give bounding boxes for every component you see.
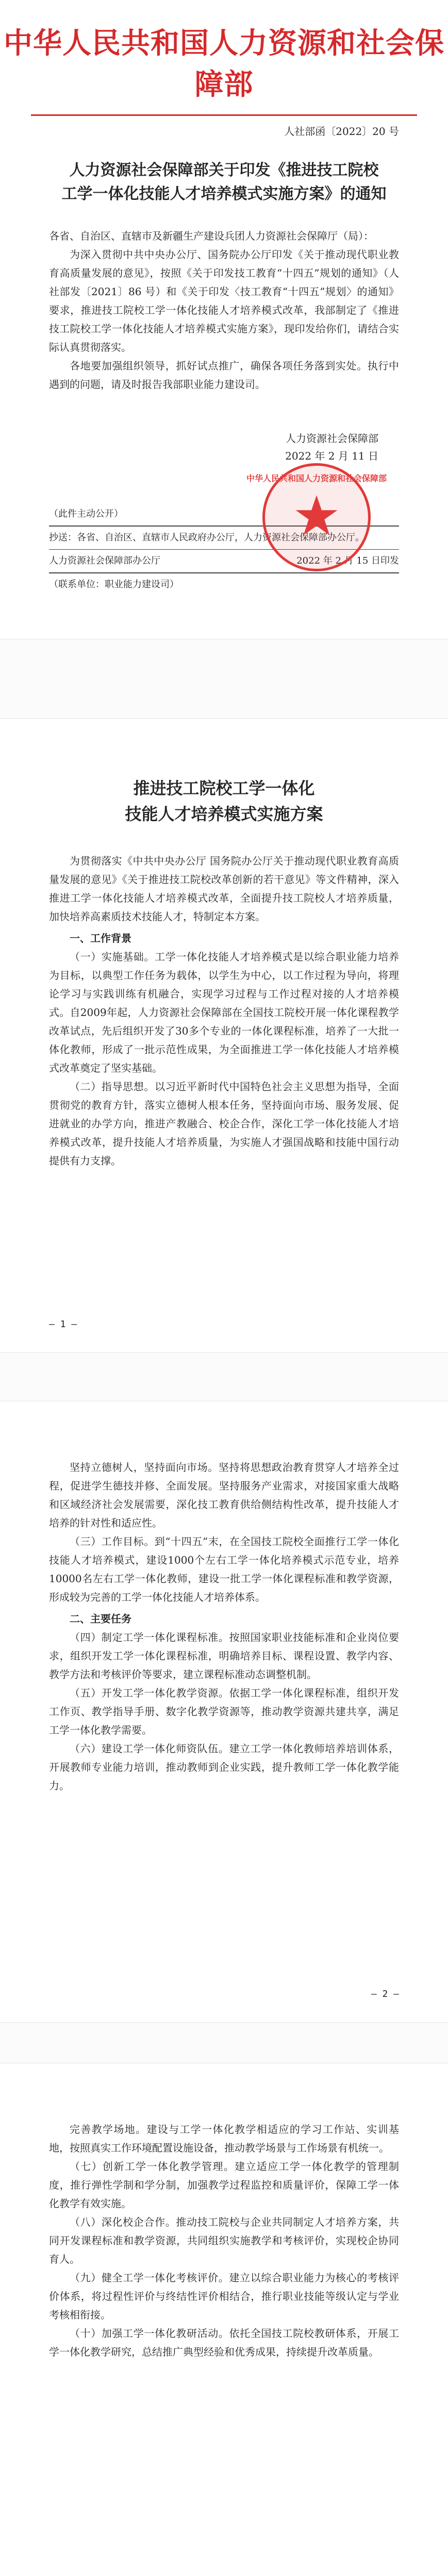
plan-page-3 xyxy=(0,2063,448,2576)
section-heading: 一、工作背景 xyxy=(70,932,131,944)
header-title: 中华人民共和国人力资源和社会保障部 xyxy=(4,26,444,101)
body-paragraph: （八）深化校企合作。推动技工院校与企业共同制定人才培养方案，共同开发课程标准和教学资源，共同组织实施教学和考核评价，实现校企协同育人。 xyxy=(49,2216,399,2265)
plan-title-line2: 技能人才培养模式实施方案 xyxy=(125,804,323,824)
signature-org: 人力资源社会保障部 xyxy=(286,432,378,445)
plan-title xyxy=(49,719,399,827)
plan-page-2 xyxy=(0,1401,448,2022)
recipients: 各省、自治区、直辖市及新疆生产建设兵团人力资源社会保障厅（局）： xyxy=(49,230,374,242)
notice-title-line1: 人力资源社会保障部关于印发《推进技工院校 xyxy=(69,161,379,179)
notice-page-1 xyxy=(0,0,448,639)
cc-issuer: 人力资源社会保障部办公厅 xyxy=(49,555,160,566)
cc-date: 2022 年 2 月 15 日印发 xyxy=(296,555,399,566)
red-divider xyxy=(31,114,417,116)
page-number: — 2 — xyxy=(371,1989,399,1999)
star-emblem-icon xyxy=(293,493,340,539)
body-paragraph: （九）健全工学一体化考核评价。建立以综合职业能力为核心的考核评价体系，将过程性评价与终结性评价相结合，推行职业技能等级认定与学业考核相衔接。 xyxy=(49,2272,399,2321)
section-heading: 二、主要任务 xyxy=(70,1613,131,1625)
cc-label: 抄送： xyxy=(49,532,77,543)
doc-number: 人社部函〔2022〕20 号 xyxy=(284,125,399,138)
body-paragraph: 为深入贯彻中共中央办公厅、国务院办公厅印发《关于推动现代职业教育高质量发展的意见》，按照《关于印发技工教育“十四五”规划的通知》（人社部发〔2021〕86 号）和《关于印发〈技工教育“十四五”规划〉的通知》要求，推进技工院校工学一体化技能人才培养模式改革，我部制定了《推进技工院校工学一体化技能人才培养模式实施方案》，现印发给你们，请结合实际认真贯彻落实。 xyxy=(49,248,399,353)
cc-text: 各省、自治区、直辖市人民政府办公厅，人力资源社会保障部办公厅。 xyxy=(77,532,364,543)
body-paragraph: （二）指导思想。以习近平新时代中国特色社会主义思想为指导，全面贯彻党的教育方针，落实立德树人根本任务，坚持面向市场、服务发展、促进就业的办学方向，推进产教融合、校企合作，深化工学一体化技能人才培养模式改革，提升技能人才培养质量，为实施人才强国战略和技能中国行动提供有力支撑。 xyxy=(49,1080,399,1167)
notice-title-line2: 工学一体化技能人才培养模式实施方案》的通知 xyxy=(61,185,387,203)
contact-note: （联系单位：职业能力建设司） xyxy=(49,579,179,590)
cc-divider xyxy=(49,572,399,573)
body-paragraph: （四）制定工学一体化课程标准。按照国家职业技能标准和企业岗位要求，组织开发工学一体化课程标准，明确培养目标、课程设置、教学内容、教学方法和考核评价等要求，建立课程标准动态调整机制。 xyxy=(49,1631,399,1681)
plan-page-1 xyxy=(0,719,448,1352)
body-paragraph: （一）实施基础。工学一体化技能人才培养模式是以综合职业能力培养为目标，以典型工作任务为载体，以学生为中心，以工作过程为导向，将理论学习与实践训练有机融合，实现学习过程与工作过程对接的人才培养模式。自2009年起，人力资源社会保障部在全国技工院校开展一体化课程教学改革试点，先后组织开发了30多个专业的一体化课程标准，培养了一大批一体化教师，形成了一批示范性成果，为全面推进工学一体化技能人才培养模式改革奠定了坚实基础。 xyxy=(49,951,399,1074)
official-seal xyxy=(246,463,387,571)
body-paragraph: （三）工作目标。到“十四五”末，在全国技工院校全面推行工学一体化技能人才培养模式，建设1000个左右工学一体化培养模式示范专业，培养10000名左右工学一体化教师，建设一批工学一体化课程标准和教学资源，形成较为完善的工学一体化技能人才培养体系。 xyxy=(49,1535,399,1603)
body-paragraph: 各地要加强组织领导，抓好试点推广，确保各项任务落到实处。执行中遇到的问题，请及时报告我部职业能力建设司。 xyxy=(49,360,399,391)
body-paragraph: （十）加强工学一体化教研活动。依托全国技工院校教研体系，开展工学一体化教学研究，总结推广典型经验和优秀成果，持续提升改革质量。 xyxy=(49,2327,399,2358)
signature-block xyxy=(49,430,399,465)
body-paragraph: （六）建设工学一体化师资队伍。建立工学一体化教师培养培训体系，开展教师专业能力培训，推动教师到企业实践，提升教师工学一体化教学能力。 xyxy=(49,1742,399,1792)
body-paragraph: （七）创新工学一体化教学管理。建立适应工学一体化教学的管理制度，推行弹性学制和学分制，加强教学过程监控和质量评价，保障工学一体化教学有效实施。 xyxy=(49,2160,399,2210)
page-number: — 1 — xyxy=(49,1319,77,1330)
intro-paragraph: 为贯彻落实《中共中央办公厅 国务院办公厅关于推动现代职业教育高质量发展的意见》《关于推进技工院校改革创新的若干意见》等文件精神，深入推进工学一体化技能人才培养模式改革，全面提升技工院校人才培养质量，加快培养高素质技术技能人才，特制定本方案。 xyxy=(49,855,399,923)
body-paragraph: （五）开发工学一体化教学资源。依据工学一体化课程标准，组织开发工作页、教学指导手册、数字化教学资源等，推动教学资源共建共享，满足工学一体化教学需要。 xyxy=(49,1687,399,1736)
disclosure-note: （此件主动公开） xyxy=(49,509,123,519)
signature-date: 2022 年 2 月 11 日 xyxy=(285,450,378,462)
plan-title-line1: 推进技工院校工学一体化 xyxy=(133,778,315,798)
body-paragraph: 坚持立德树人，坚持面向市场。坚持将思想政治教育贯穿人才培养全过程，促进学生德技并修、全面发展。坚持服务产业需求，对接国家重大战略和区域经济社会发展需要，深化技工教育供给侧结构性改革，提升技能人才培养的针对性和适应性。 xyxy=(49,1461,399,1529)
seal-text: 中华人民共和国人力资源和社会保障部 xyxy=(246,473,387,483)
notice-title xyxy=(49,159,399,206)
body-paragraph: 完善教学场地。建设与工学一体化教学相适应的学习工作站、实训基地，按照真实工作环境配置设施设备，推动教学场景与工作场景有机统一。 xyxy=(49,2123,399,2154)
